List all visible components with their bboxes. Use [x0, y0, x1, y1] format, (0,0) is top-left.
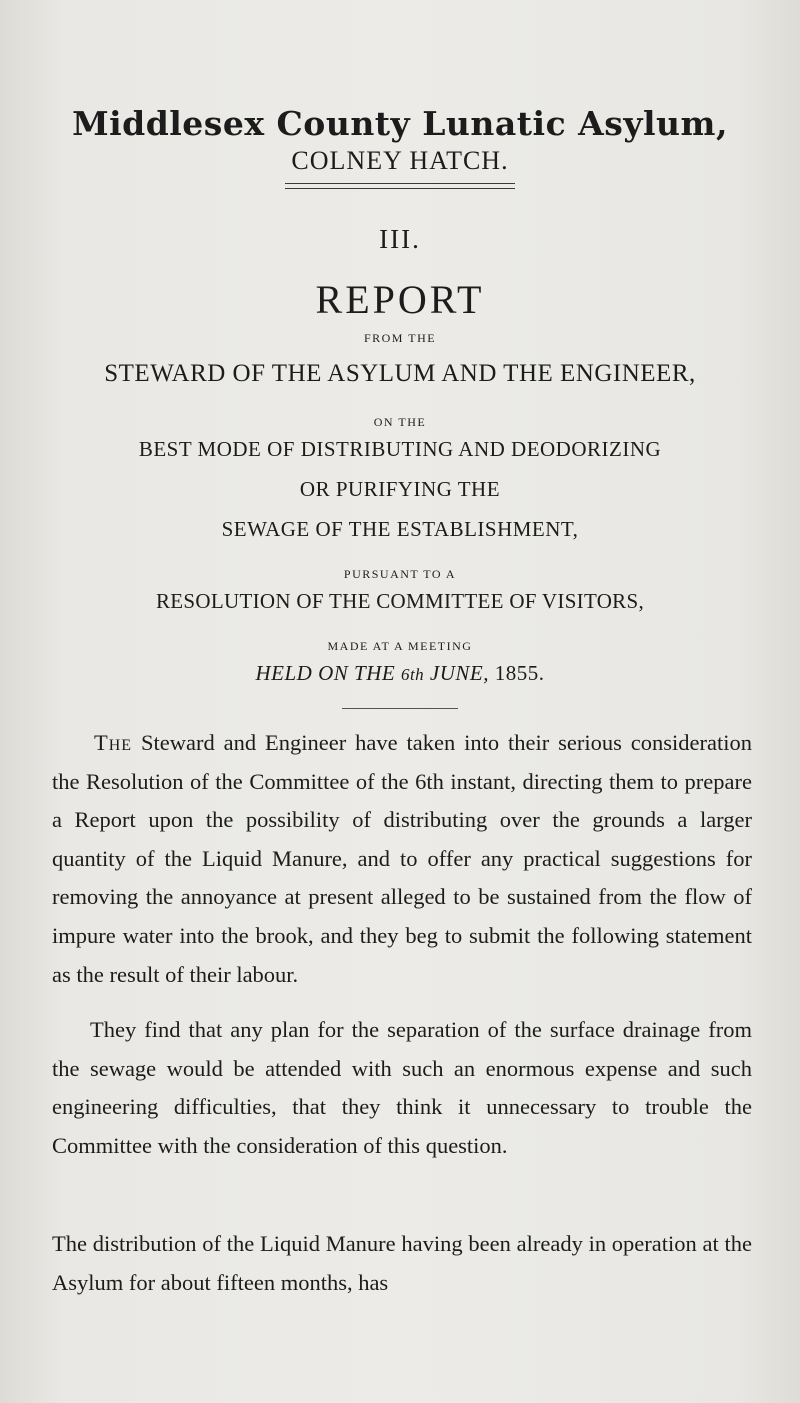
authors-line: STEWARD OF THE ASYLUM AND THE ENGINEER,: [104, 360, 696, 387]
resolution-line: RESOLUTION OF THE COMMITTEE OF VISITORS,: [155, 589, 645, 613]
held-year: 1855.: [489, 661, 545, 685]
held-month: JUNE,: [424, 661, 489, 685]
report-number: III.: [379, 224, 421, 254]
held-date-line: [0, 661, 800, 686]
pursuant-label: PURSUANT TO A: [343, 567, 457, 581]
subject-line-1: BEST MODE OF DISTRIBUTING AND DEODORIZING: [138, 437, 662, 461]
held-prefix: HELD ON THE: [255, 661, 401, 685]
report-heading: REPORT: [315, 277, 485, 322]
paragraph-1-text: Steward and Engineer have taken into their serious consideration the Resolution of the Committee of the 6th instant, directing them to prepare a Report upon the possibility of distributing over the grounds a larger quantity of the Liquid Manure, and to offer any practical suggestions for removing the annoyance at present alleged to be sustained from the flow of impure water into the brook, and they beg to submit the following statement as the result of their labour.: [52, 730, 752, 987]
paragraph-2: They find that any plan for the separation of the surface drainage from the sewage would be attended with such an enormous expense and such engineering difficulties, that they think it unnecessary to trouble the Committee with the consideration of this question.: [52, 1017, 752, 1158]
paragraph-1: [52, 724, 752, 994]
paragraph-3: The distribution of the Liquid Manure having been already in operation at the Asylum for about fifteen months, has: [52, 1231, 752, 1295]
on-the-label: ON THE: [373, 415, 427, 429]
double-rule-divider: [285, 183, 515, 189]
from-the-label: FROM THE: [363, 331, 437, 345]
subject-line-3: SEWAGE OF THE ESTABLISHMENT,: [221, 517, 579, 541]
made-at-meeting-label: MADE AT A MEETING: [327, 639, 473, 653]
paragraph-1-lead: The: [94, 730, 133, 755]
location-title: COLNEY HATCH.: [291, 146, 509, 175]
institution-title: Middlesex County Lunatic Asylum,: [72, 104, 728, 143]
held-day: 6th: [400, 665, 425, 684]
single-rule-divider: [342, 708, 458, 709]
subject-line-2: OR PURIFYING THE: [299, 477, 501, 501]
